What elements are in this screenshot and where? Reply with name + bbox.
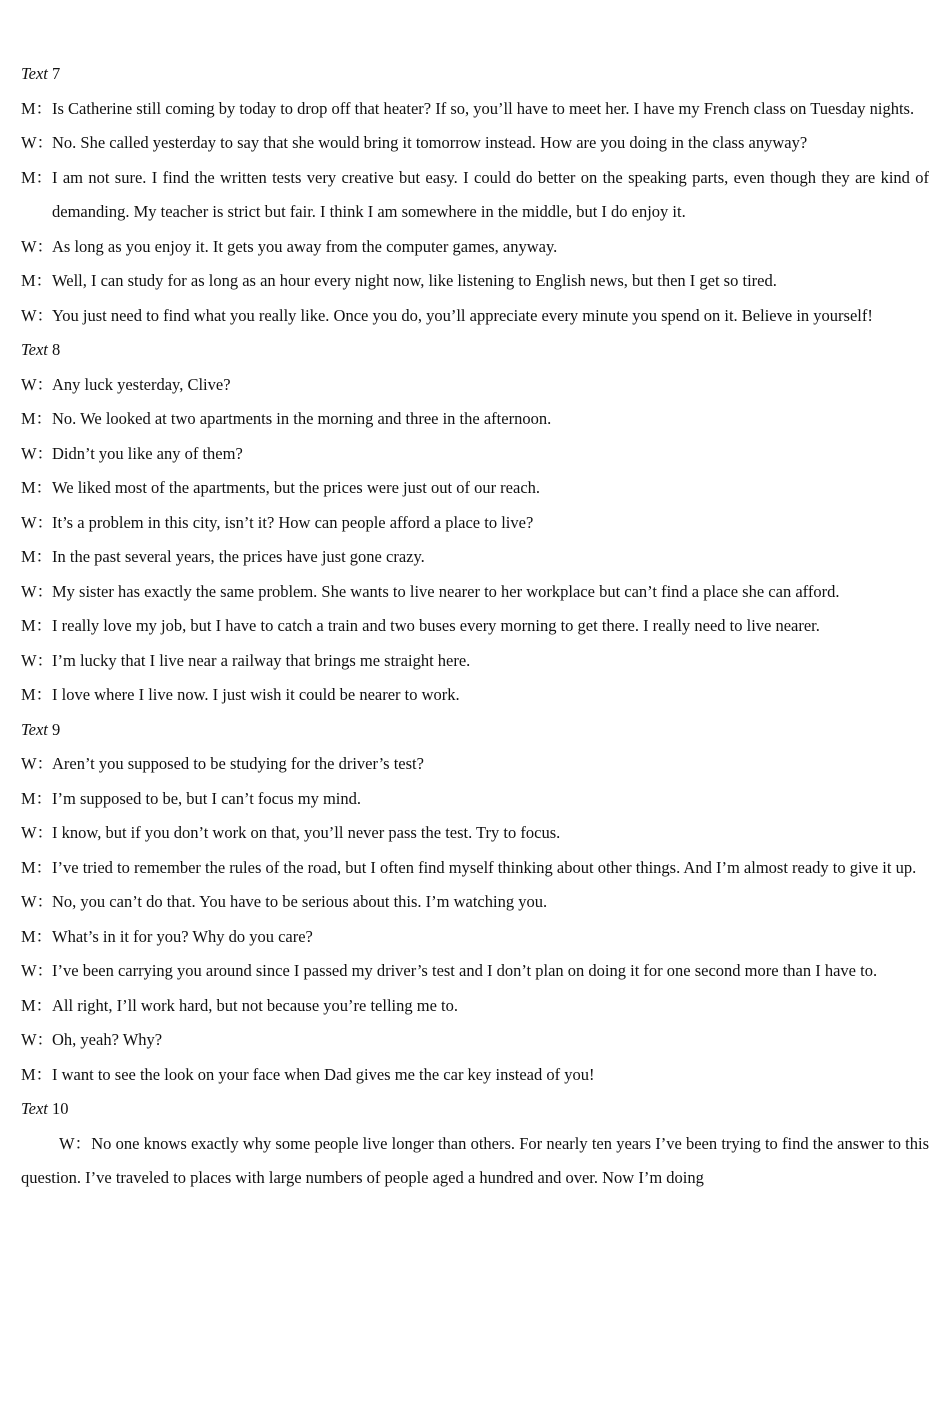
line-text: I’m lucky that I live near a railway that brings me straight here.: [52, 650, 471, 670]
dialogue-line: [21, 1058, 929, 1093]
speaker-label: M：: [21, 995, 53, 1015]
line-text: No. We looked at two apartments in the morning and three in the afternoon.: [52, 409, 552, 428]
line-text: I know, but if you don’t work on that, you’ll never pass the test. Try to focus.: [52, 823, 561, 842]
dialogue-line: [21, 264, 929, 299]
speaker-label: M：: [21, 478, 53, 497]
dialogue-line: [21, 609, 929, 644]
dialogue-line: [21, 540, 929, 575]
speaker-label: W：: [21, 650, 54, 670]
line-text: It’s a problem in this city, isn’t it? How can people afford a place to live?: [52, 512, 534, 532]
speaker-label: W：: [21, 512, 54, 532]
heading-number: 10: [52, 1099, 69, 1118]
heading-number: 9: [52, 719, 61, 739]
line-text: You just need to find what you really like. Once you do, you’ll appreciate every minute you spend on it. Believe in yourself!: [52, 305, 873, 325]
dialogue-line: [21, 885, 929, 920]
line-text: Any luck yesterday, Clive?: [52, 374, 231, 394]
dialogue-line: [21, 230, 929, 265]
heading-label: Text: [21, 719, 48, 739]
dialogue-line: [21, 747, 929, 782]
line-text: What’s in it for you? Why do you care?: [52, 926, 313, 946]
dialogue-line: [21, 816, 929, 851]
speaker-label: M：: [21, 788, 53, 808]
dialogue-line: [21, 1023, 929, 1058]
dialogue-line: [21, 402, 929, 437]
speaker-label: M：: [21, 685, 53, 704]
dialogue-line: [21, 437, 929, 472]
line-text: I am not sure. I find the written tests very creative but easy. I could do better on the speaking parts, even though they are kind of demanding. My teacher is strict but fair. I think I am somewhere in the middle, but I do enjoy it.: [52, 167, 929, 221]
dialogue-line: [21, 851, 929, 886]
dialogue-line: [21, 299, 929, 334]
line-text: I love where I live now. I just wish it could be nearer to work.: [52, 685, 460, 704]
text-8-section: [0, 333, 950, 713]
dialogue-line: [21, 920, 929, 955]
speaker-label: M：: [21, 409, 53, 428]
line-text: Oh, yeah? Why?: [52, 1030, 163, 1049]
line-text: Didn’t you like any of them?: [52, 443, 243, 463]
speaker-label: W：: [21, 133, 54, 152]
dialogue-line: [21, 161, 929, 230]
speaker-label: W：: [21, 443, 54, 463]
speaker-label: W：: [21, 892, 54, 911]
line-text: I really love my job, but I have to catch a train and two buses every morning to get there. I really need to live nearer.: [52, 616, 820, 635]
speaker-label: M：: [21, 926, 53, 946]
line-text: We liked most of the apartments, but the prices were just out of our reach.: [52, 478, 541, 497]
dialogue-line: [21, 506, 929, 541]
text-10-section: [0, 1092, 950, 1196]
line-text: No. She called yesterday to say that she would bring it tomorrow instead. How are you doing in the class anyway?: [52, 133, 808, 152]
speaker-label: M：: [21, 98, 53, 118]
heading-label: Text: [21, 64, 48, 83]
dialogue-line: [21, 471, 929, 506]
text-7-section: [0, 57, 950, 333]
line-text: In the past several years, the prices have just gone crazy.: [52, 547, 425, 566]
line-text: Aren’t you supposed to be studying for the driver’s test?: [52, 754, 424, 773]
line-text: No, you can’t do that. You have to be serious about this. I’m watching you.: [52, 892, 548, 911]
dialogue-line: [21, 782, 929, 817]
line-text: As long as you enjoy it. It gets you away from the computer games, anyway.: [52, 236, 558, 256]
speaker-label: M：: [21, 857, 53, 877]
speaker-label: M：: [21, 547, 53, 566]
dialogue-line: [21, 644, 929, 679]
line-text: I’ve been carrying you around since I passed my driver’s test and I don’t plan on doing it for one second more than I have to.: [52, 961, 878, 980]
line-text: My sister has exactly the same problem. She wants to live nearer to her workplace but can’t find a place she can afford.: [52, 581, 840, 601]
line-text: Well, I can study for as long as an hour every night now, like listening to English news, but then I get so tired.: [52, 271, 777, 290]
monologue-paragraph: W：No one knows exactly why some people live longer than others. For nearly ten years I’ve been trying to find the answer to this question. I’ve traveled to places with large numbers of people aged a hundred and over. Now I’m doing: [21, 1133, 929, 1187]
dialogue-line: [21, 126, 929, 161]
heading-label: Text: [21, 1099, 48, 1118]
speaker-label: M：: [21, 616, 53, 635]
text-9-section: [0, 713, 950, 1093]
line-text: All right, I’ll work hard, but not because you’re telling me to.: [52, 995, 458, 1015]
heading-label: Text: [21, 340, 48, 359]
text-8-heading: [0, 333, 950, 368]
speaker-label: W：: [21, 823, 54, 842]
dialogue-line: [21, 575, 929, 610]
dialogue-line: [21, 989, 929, 1024]
speaker-label: M：: [21, 1064, 53, 1084]
speaker-label: W：: [21, 305, 54, 325]
text-10-heading: [0, 1092, 950, 1127]
speaker-label: W：: [21, 961, 54, 980]
dialogue-line: [21, 92, 929, 127]
speaker-label: M：: [21, 167, 53, 187]
heading-number: 8: [52, 340, 61, 359]
speaker-label: W：: [21, 754, 54, 773]
speaker-label: M：: [21, 271, 53, 290]
dialogue-line: [21, 954, 929, 989]
line-text: Is Catherine still coming by today to drop off that heater? If so, you’ll have to meet her. I have my French class on Tuesday nights.: [52, 98, 915, 118]
line-text: I’m supposed to be, but I can’t focus my mind.: [52, 788, 362, 808]
text-9-heading: [0, 713, 950, 748]
speaker-label: W：: [21, 236, 54, 256]
speaker-label: W：: [21, 581, 54, 601]
speaker-label: W：: [21, 374, 54, 394]
dialogue-line: [21, 678, 929, 713]
text-7-heading: [0, 57, 950, 92]
speaker-label: W：: [21, 1030, 54, 1049]
heading-number: 7: [52, 64, 61, 83]
line-text: I’ve tried to remember the rules of the road, but I often find myself thinking about other things. And I’m almost ready to give it up.: [52, 857, 917, 877]
dialogue-line: [21, 368, 929, 403]
line-text: I want to see the look on your face when Dad gives me the car key instead of you!: [52, 1064, 595, 1084]
